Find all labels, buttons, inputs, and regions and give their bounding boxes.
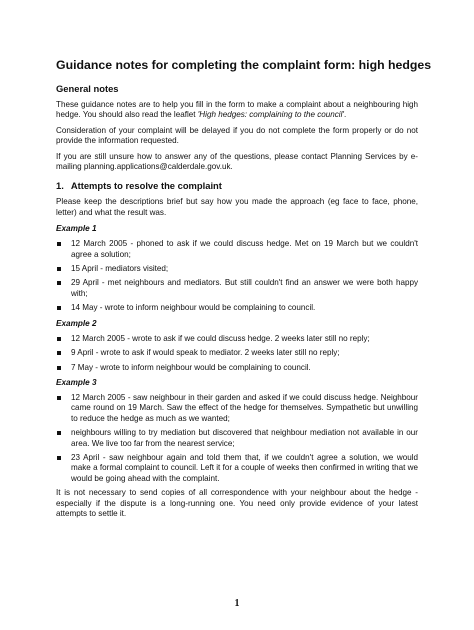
square-bullet-icon: [57, 242, 61, 246]
square-bullet-icon: [57, 456, 61, 460]
general-notes-paragraph-2: Consideration of your complaint will be delayed if you do not complete the form properly or do not provide the information requested.: [56, 125, 418, 146]
general-notes-paragraph-3: If you are still unsure how to answer any of the questions, please contact Planning Services by e-mailing planning.applications@calderdale.gov.uk.: [56, 151, 418, 172]
leaflet-title: 'High hedges: complaining to the council': [197, 110, 344, 120]
list-item-text: 15 April - mediators visited;: [71, 264, 169, 274]
page-number: 1: [234, 598, 240, 609]
square-bullet-icon: [57, 267, 61, 271]
list-item: [56, 264, 418, 274]
list-item-text: 12 March 2005 - phoned to ask if we could discuss hedge. Met on 19 March but we couldn't agree a solution;: [71, 239, 418, 259]
list-item: [56, 239, 418, 260]
example-3-list: [56, 393, 418, 484]
paragraph-1-end: .: [343, 110, 347, 120]
square-bullet-icon: [57, 351, 61, 355]
example-3-label: Example 3: [56, 377, 97, 387]
document-title: Guidance notes for completing the complaint form: high hedges: [56, 58, 432, 72]
list-item-text: 12 March 2005 - wrote to ask if we could discuss hedge. 2 weeks later still no reply;: [71, 333, 370, 343]
list-item-text: 12 March 2005 - saw neighbour in their garden and asked if we could discuss hedge. Neighbour came round on 19 March. Saw the effect of the hedge for themselves. Sympathetic but unwilling to reduce the hedge as much as we wanted;: [71, 392, 418, 423]
example-1-list: [56, 239, 418, 313]
list-item: [56, 428, 418, 449]
example-1-label: Example 1: [56, 224, 97, 234]
list-item-text: 9 April - wrote to ask if would speak to mediator. 2 weeks later still no reply;: [71, 348, 340, 358]
general-notes-heading: General notes: [56, 83, 119, 94]
square-bullet-icon: [57, 306, 61, 310]
section-1-heading: [56, 180, 418, 192]
list-item-text: 7 May - wrote to inform neighbour would be complaining to council.: [71, 362, 311, 372]
square-bullet-icon: [57, 431, 61, 435]
list-item: [56, 453, 418, 484]
list-item: [56, 303, 418, 313]
paragraph-1-text: These guidance notes are to help you fill in the form to make a complaint about a neighbouring high hedge. You should also read the leaflet: [56, 100, 418, 120]
list-item: [56, 278, 418, 299]
list-item-text: 29 April - met neighbours and mediators. But still couldn't find an answer we were both happy with;: [71, 278, 418, 298]
general-notes-paragraph-1: [56, 100, 418, 121]
list-item-text: 14 May - wrote to inform neighbour would be complaining to council.: [71, 303, 316, 313]
section-number: 1.: [56, 180, 64, 192]
example-2-list: [56, 334, 418, 373]
square-bullet-icon: [57, 281, 61, 285]
square-bullet-icon: [57, 396, 61, 400]
closing-paragraph: It is not necessary to send copies of all correspondence with your neighbour about the hedge - especially if the dispute is a long-running one. You need only provide evidence of your latest attempts to settle it.: [56, 488, 418, 518]
list-item: [56, 348, 418, 358]
list-item: [56, 363, 418, 373]
list-item: [56, 393, 418, 424]
example-2-label: Example 2: [56, 318, 97, 328]
square-bullet-icon: [57, 366, 61, 370]
document-page: [56, 58, 432, 524]
section-title: Attempts to resolve the complaint: [70, 180, 222, 192]
section-1-intro: Please keep the descriptions brief but say how you made the approach (eg face to face, phone, letter) and what the result was.: [56, 197, 418, 217]
list-item-text: neighbours willing to try mediation but discovered that neighbour mediation not available in our area. We live too far from the nearest service;: [71, 428, 418, 448]
list-item: [56, 334, 418, 344]
square-bullet-icon: [57, 337, 61, 341]
list-item-text: 23 April - saw neighbour again and told them that, if we couldn't agree a solution, we would make a formal complaint to council. Left it for a couple of weeks then confirmed in writing that we would be going ahead with the complaint.: [71, 452, 418, 483]
